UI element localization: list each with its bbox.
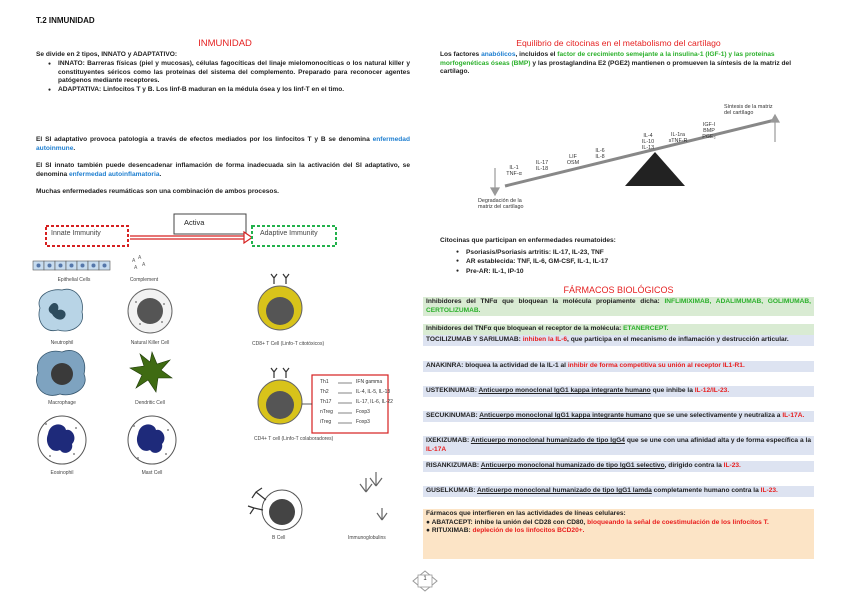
label-natural-killer: Natural Killer Cell [130, 340, 170, 346]
block-cell-lines [423, 509, 814, 559]
th-row: iTreg [320, 419, 332, 425]
seesaw-label: IL-6 IL-8 [595, 148, 605, 160]
paragraph-autoinflamatoria: El SI innato también puede desencadenar inflamación de forma inadecuada sin la activación del SI adaptativo, se denomina enfermedad autoinflamatoria. [36, 162, 410, 178]
bullet-adaptativa: ● ADAPTATIVA: Linfocitos T y B. Los linf-B maduran en la médula ósea y los linf-T en el timo. [46, 86, 410, 95]
seesaw-label: LIF OSM [566, 154, 580, 166]
document-title: T.2 INMUNIDAD [36, 16, 95, 25]
term-autoinmune: enfermedad autoinmune [36, 136, 410, 152]
th-row-output: IL-4, IL-5, IL-13 [356, 389, 391, 395]
equilibrio-paragraph: Los factores anabólicos, incluidos el factor de crecimiento semejante a la insulina-1 (IGF-1) y las proteínas morfogenéticas óseas (BMP) y las prostaglandina E2 (PGE2) mantienen o promueven la síntesis de la matriz del cartílago. [440, 51, 792, 76]
th-row-output: Foxp3 [356, 419, 370, 425]
label-eosinophil: Eosinophil [50, 470, 74, 476]
label-dendritic-cell: Dendritic Cell [135, 400, 165, 406]
immunity-bullets [46, 60, 410, 94]
th-row: Th17 [320, 399, 332, 405]
th-row-output: Foxp3 [356, 409, 370, 415]
dendritic-cell-icon [130, 352, 172, 392]
immunity-diagram [30, 208, 410, 558]
up-arrow-icon [771, 115, 779, 142]
seesaw-label: IL-17 IL-18 [535, 160, 549, 172]
label-epithelial-cells: Epithelial Cells [57, 277, 91, 283]
label-mast-cell: Mast Cell [141, 470, 163, 476]
paragraph-combinacion: Muchas enfermedades reumáticas son una combinación de ambos procesos. [36, 188, 279, 195]
epithelial-cells-icon [33, 261, 110, 270]
seesaw-left-caption: Degradación de la matriz del cartílago [478, 198, 524, 210]
label-macrophage: Macrophage [48, 400, 76, 406]
neutrophil-icon [39, 289, 83, 331]
farmacos-title: FÁRMACOS BIOLÓGICOS [563, 285, 674, 295]
term-autoinflamatoria: enfermedad autoinflamatoria [68, 170, 160, 178]
mast-cell-icon [128, 416, 176, 464]
svg-text:A: A [134, 265, 138, 271]
seesaw-fulcrum [625, 152, 685, 186]
block-ustekinumab: USTEKINUMAB: Anticuerpo monoclonal IgG1 kappa integrante humano que inhibe la IL-12/IL-23. [423, 386, 814, 397]
equilibrio-title: Equilibrio de citocinas en el metabolismo del cartílago [516, 38, 721, 48]
label-complement: Complement [129, 277, 159, 283]
label-immunoglobulins: Immunoglobulins [348, 535, 386, 541]
block-tnf-receptor: Inhibidores del TNFα que bloquean el receptor de la molécula: ETANERCEPT. [423, 324, 814, 335]
cytokines-list [454, 248, 810, 276]
eosinophil-icon [38, 416, 86, 464]
th-row-output: IL-17, IL-6, IL-22 [356, 399, 393, 405]
label-cd4: CD4+ T cell (Linfo-T colaboradores) [254, 436, 334, 442]
block-anakinra: ANAKINRA: bloquea la actividad de la IL-1 al inhibir de forma competitiva su unión al receptor IL1-R1. [423, 361, 814, 372]
block-risankizumab: RISANKIZUMAB: Anticuerpo monoclonal humanizado de tipo IgG1 selectivo, dirigido contra la IL-23. [423, 461, 814, 472]
inmunidad-title: INMUNIDAD [198, 38, 252, 49]
label-neutrophil: Neutrophil [50, 340, 74, 346]
cd8-t-cell-icon [258, 274, 302, 330]
seesaw-right-caption: Síntesis de la matriz del cartílago [724, 104, 773, 116]
svg-text:A: A [142, 262, 146, 268]
svg-text:A: A [132, 258, 136, 264]
paragraph-autoinmune: El SI adaptativo provoca patología a través de efectos mediados por los linfocitos T y B se denomina enfermedad autoinmune. [36, 136, 410, 152]
activa-label: Activa [184, 218, 205, 227]
cytokine-item: ● AR establecida: TNF, IL-6, GM-CSF, IL-1, IL-17 [454, 257, 810, 266]
immunoglobulins-icon [360, 472, 387, 520]
th-row: Th1 [320, 379, 329, 385]
abatacept-item: ● ABATACEPT: inhibe la unión del CD28 con CD80, bloqueando la señal de coestimulación de los linfocitos T. [426, 518, 769, 526]
natural-killer-cell-icon [128, 289, 172, 333]
intro-text: Se divide en 2 tipos, INNATO y ADAPTATIVO: [36, 51, 178, 58]
seesaw-label: IL-1ra sTNF-R [668, 132, 688, 144]
complement-icon [132, 255, 146, 271]
block-ixekizumab: IXEKIZUMAB: Anticuerpo monoclonal humanizado de tipo IgG4 que se une con una afinidad alta y de forma específica a la IL-17A [423, 436, 814, 455]
page-number: 1 [423, 576, 427, 582]
block-tocilizumab: TOCILIZUMAB Y SARILUMAB: inhiben la IL-6, que participa en el mecanismo de inflamación y destrucción articular. [423, 335, 814, 346]
rituximab-item: ● RITUXIMAB: depleción de los linfocitos BCD20+. [426, 527, 585, 535]
macrophage-icon [36, 350, 85, 395]
block-tnf-molecule: Inhibidores del TNFα que bloquean la molécula propiamente dicha: INFLIMIXIMAB, ADALIMUMAB, GOLIMUMAB, CERTOLIZUMAB. [423, 297, 814, 316]
seesaw-label: IL-1 TNF-α [506, 165, 522, 177]
block-guselkumab: GUSELKUMAB: Anticuerpo monoclonal humanizado de tipo IgG1 lamda completamente humano contra la IL-23. [423, 486, 814, 497]
label-b-cell: B Cell [272, 535, 286, 541]
seesaw-label: IL-4 IL-10 IL-13 [641, 133, 655, 151]
label-cd8: CD8+ T Cell (Linfo-T citotóxicos) [252, 341, 325, 347]
cd4-t-cell-icon [258, 368, 302, 424]
th-row: nTreg [320, 409, 333, 415]
innate-immunity-label: Innate Immunity [51, 230, 101, 237]
cytokines-title: Citocinas que participan en enfermedades reumatoides: [440, 237, 616, 244]
cytokine-item: ● Pre-AR: IL-1, IP-10 [454, 267, 810, 276]
b-cell-icon [248, 488, 302, 530]
th-row-output: IFN gamma [356, 379, 383, 385]
cytokine-item: ● Psoriasis/Psoriasis artritis: IL-17, IL-23, TNF [454, 248, 810, 257]
adaptive-immunity-label: Adaptive Immunity [260, 230, 318, 237]
down-arrow-icon [491, 168, 499, 195]
svg-text:A: A [138, 255, 142, 261]
cell-lines-title: Fármacos que interfieren en las actividades de líneas celulares: [426, 510, 626, 517]
seesaw-label: IGF-I BMP PGE₂ [702, 122, 716, 140]
bullet-innato: ● INNATO: Barreras físicas (piel y mucosas), células fagocíticas del linaje mielomonocíticas o los natural killer y constituyentes séricos como las proteínas del sistema del complemento. Preparado para reconocer agentes patógenos mediante receptores. [46, 60, 410, 86]
th-row: Th2 [320, 389, 329, 395]
block-secukinumab: SECUKINUMAB: Anticuerpo monoclonal IgG1 kappa integrante humano que se une selectivamente y neutraliza a IL-17A. [423, 411, 814, 422]
